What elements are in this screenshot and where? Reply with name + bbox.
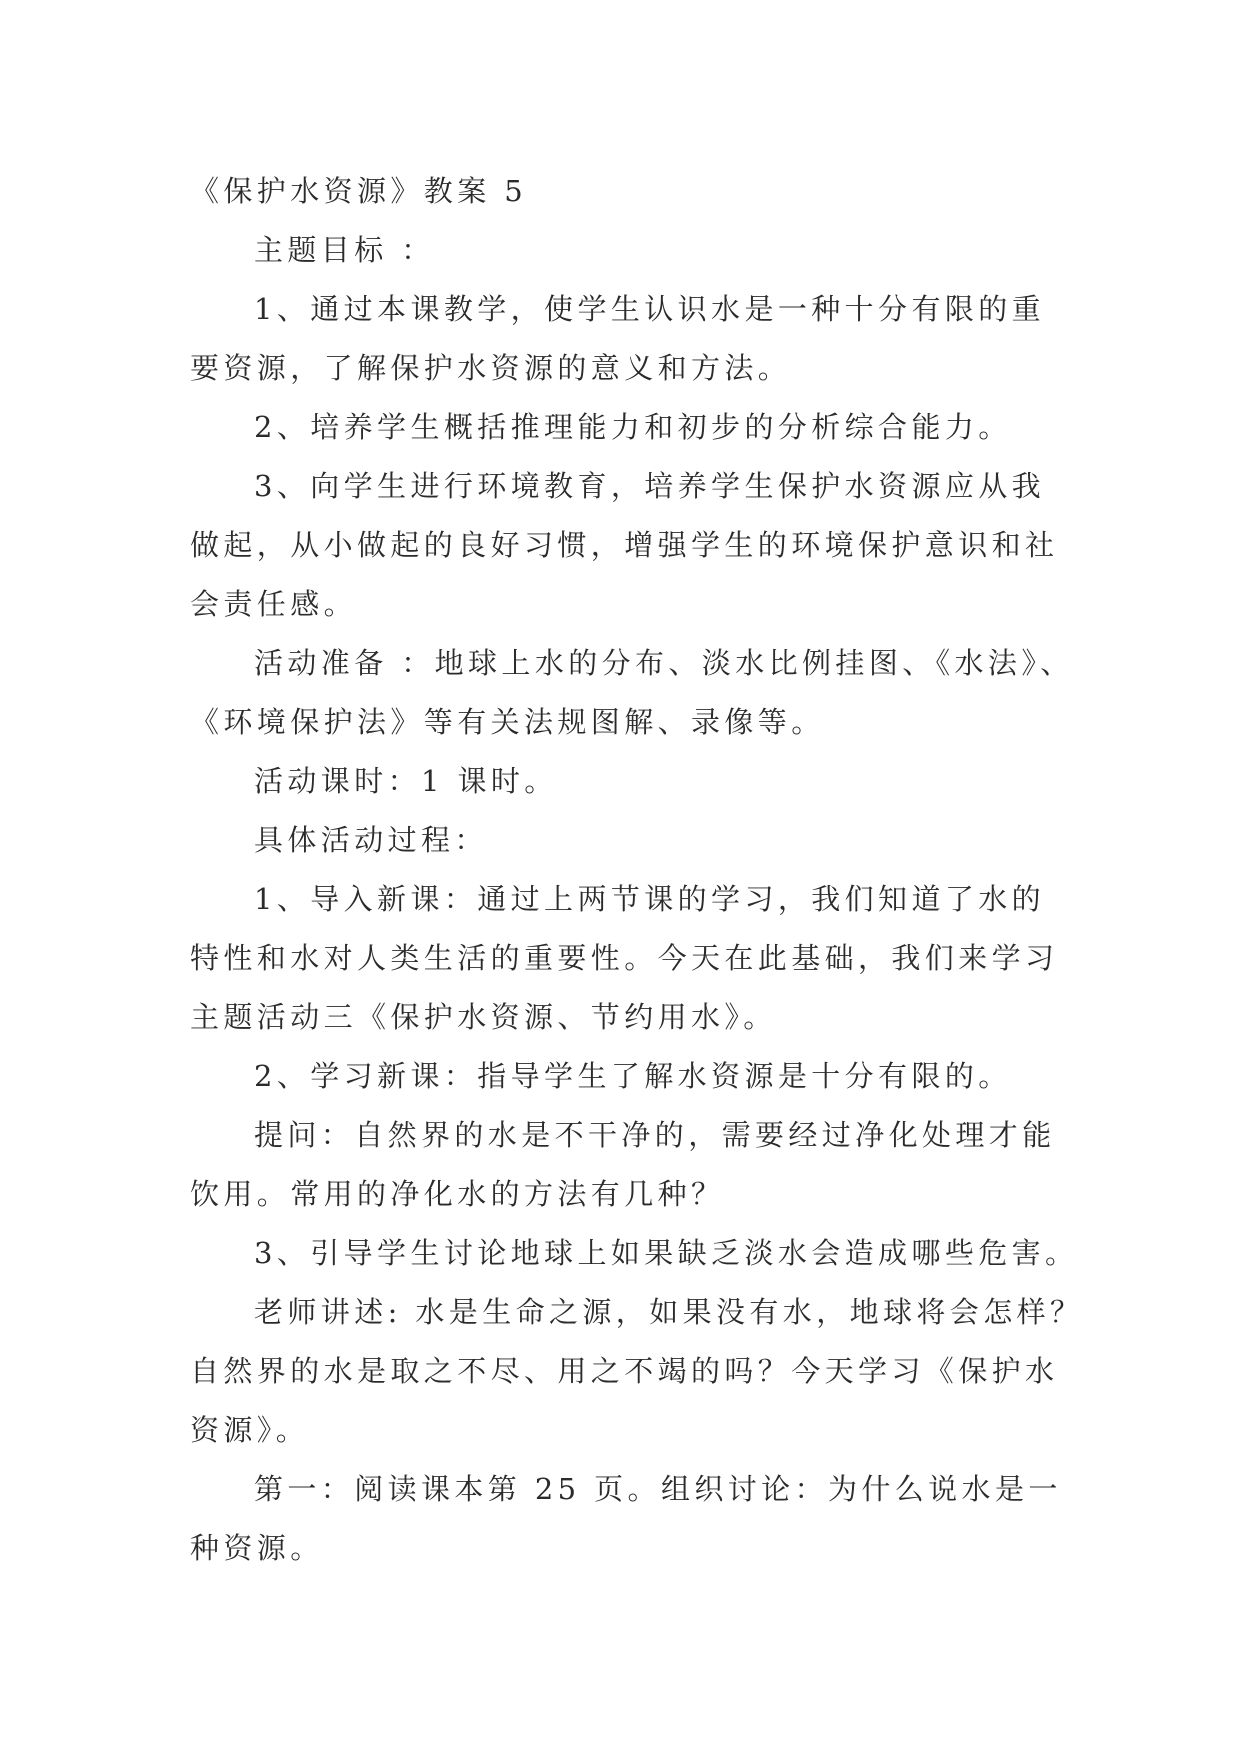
paragraph-line: 2、培养学生概括推理能力和初步的分析综合能力。	[254, 410, 1012, 444]
paragraph-line: 做起，从小做起的良好习惯，增强学生的环境保护意识和社	[190, 528, 1059, 562]
paragraph-line: 主题活动三《保护水资源、节约用水》。	[190, 1000, 777, 1034]
section-heading-duration: 活动课时：1 课时。	[254, 764, 558, 798]
paragraph-line: 提问：自然界的水是不干净的，需要经过净化处理才能	[254, 1118, 1056, 1152]
paragraph-line: 要资源，了解保护水资源的意义和方法。	[190, 351, 792, 385]
paragraph-line: 1、通过本课教学，使学生认识水是一种十分有限的重	[254, 292, 1046, 326]
document-title: 《保护水资源》教案 5	[190, 174, 528, 208]
paragraph-line: 《环境保护法》等有关法规图解、录像等。	[190, 705, 825, 739]
paragraph-line: 资源》。	[190, 1413, 310, 1447]
paragraph-line: 1、导入新课：通过上两节课的学习，我们知道了水的	[254, 882, 1046, 916]
paragraph-line: 2、学习新课：指导学生了解水资源是十分有限的。	[254, 1059, 1012, 1093]
paragraph-line: 老师讲述: 水是生命之源，如果没有水，地球将会怎样？	[254, 1295, 1084, 1329]
paragraph-line: 3、引导学生讨论地球上如果缺乏淡水会造成哪些危害。	[254, 1236, 1079, 1270]
paragraph-line: 种资源。	[190, 1531, 324, 1565]
paragraph-line: 特性和水对人类生活的重要性。今天在此基础，我们来学习	[190, 941, 1059, 975]
paragraph-line: 自然界的水是取之不尽、用之不竭的吗？今天学习《保护水	[190, 1354, 1059, 1388]
paragraph-line: 3、向学生进行环境教育，培养学生保护水资源应从我	[254, 469, 1046, 503]
section-heading-process: 具体活动过程：	[254, 823, 488, 857]
section-heading-preparation: 活动准备 ：地球上水的分布、淡水比例挂图、《水法》、	[254, 646, 1074, 680]
paragraph-line: 第一：阅读课本第 25 页。组织讨论：为什么说水是一	[254, 1472, 1062, 1506]
section-heading-objectives: 主题目标 ：	[254, 233, 435, 267]
paragraph-line: 会责任感。	[190, 587, 358, 621]
document-body	[190, 162, 1084, 1578]
paragraph-line: 饮用。常用的净化水的方法有几种？	[190, 1177, 725, 1211]
